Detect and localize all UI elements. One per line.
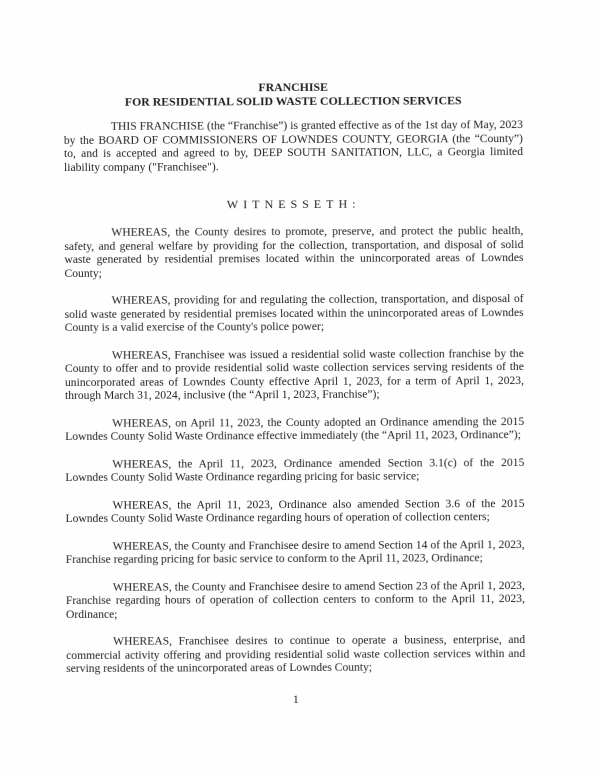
whereas-clause-6: WHEREAS, the April 11, 2023, Ordinance also amended Section 3.6 of the 2015 Lowndes County Solid Waste Ordinance regarding hours of operation of collection centers;: [65, 496, 525, 526]
page-number: 1: [292, 693, 299, 706]
whereas-clause-3: WHEREAS, Franchisee was issued a residential solid waste collection franchise by the County to offer and to provide residential solid waste collection services serving residents of the unincorporated areas of Lowndes County effective April 1, 2023, for a term of April 1, 2023, through March 31, 2024, inclusive (the “April 1, 2023, Franchise”);: [64, 346, 524, 403]
whereas-clause-7: WHEREAS, the County and Franchisee desire to amend Section 14 of the April 1, 2023, Franchise regarding pricing for basic service to conform to the April 11, 2023, Ordinance;: [65, 537, 525, 566]
document-title-line2: FOR RESIDENTIAL SOLID WASTE COLLECTION SERVICES: [124, 93, 462, 109]
whereas-clause-4: WHEREAS, on April 11, 2023, the County adopted an Ordinance amending the 2015 Lowndes County Solid Waste Ordinance effective immediately (the “April 11, 2023, Ordinance”);: [65, 414, 525, 444]
document-content: [64, 79, 526, 706]
whereas-clause-8: WHEREAS, the County and Franchisee desire to amend Section 23 of the April 1, 2023, Franchise regarding hours of operation of collection centers to conform to the April 11, 2023, Ordinance;: [65, 578, 525, 621]
document-title: [64, 79, 523, 109]
intro-paragraph: THIS FRANCHISE (the “Franchise”) is granted effective as of the 1st day of May, 2023 by the BOARD OF COMMISSIONERS OF LOWNDES COUNTY, GEORGIA (the “County”) to, and is accepted and agreed to by, DEEP SOUTH SANITATION, LLC, a Georgia limited liability company ("Franchisee").: [63, 118, 523, 174]
witnesseth-heading: WITNESSETH:: [226, 196, 361, 212]
document-title-line1: FRANCHISE: [258, 79, 328, 95]
whereas-clause-1: WHEREAS, the County desires to promote, preserve, and protect the public health, safety, and general welfare by providing for the collection, transportation, and disposal of solid waste generated by residential premises located within the unincorporated areas of Lowndes County;: [64, 224, 524, 280]
whereas-clause-9: WHEREAS, Franchisee desires to continue to operate a business, enterprise, and commercial activity offering and providing residential solid waste collection services within and serving residents of the unincorporated areas of Lowndes County;: [66, 632, 526, 675]
whereas-clause-5: WHEREAS, the April 11, 2023, Ordinance amended Section 3.1(c) of the 2015 Lowndes County Solid Waste Ordinance regarding pricing for basic service;: [65, 455, 525, 485]
whereas-clause-2: WHEREAS, providing for and regulating the collection, transportation, and disposal of solid waste generated by residential premises located within the unincorporated areas of Lowndes County is a valid exercise of the County's police power;: [64, 291, 524, 335]
